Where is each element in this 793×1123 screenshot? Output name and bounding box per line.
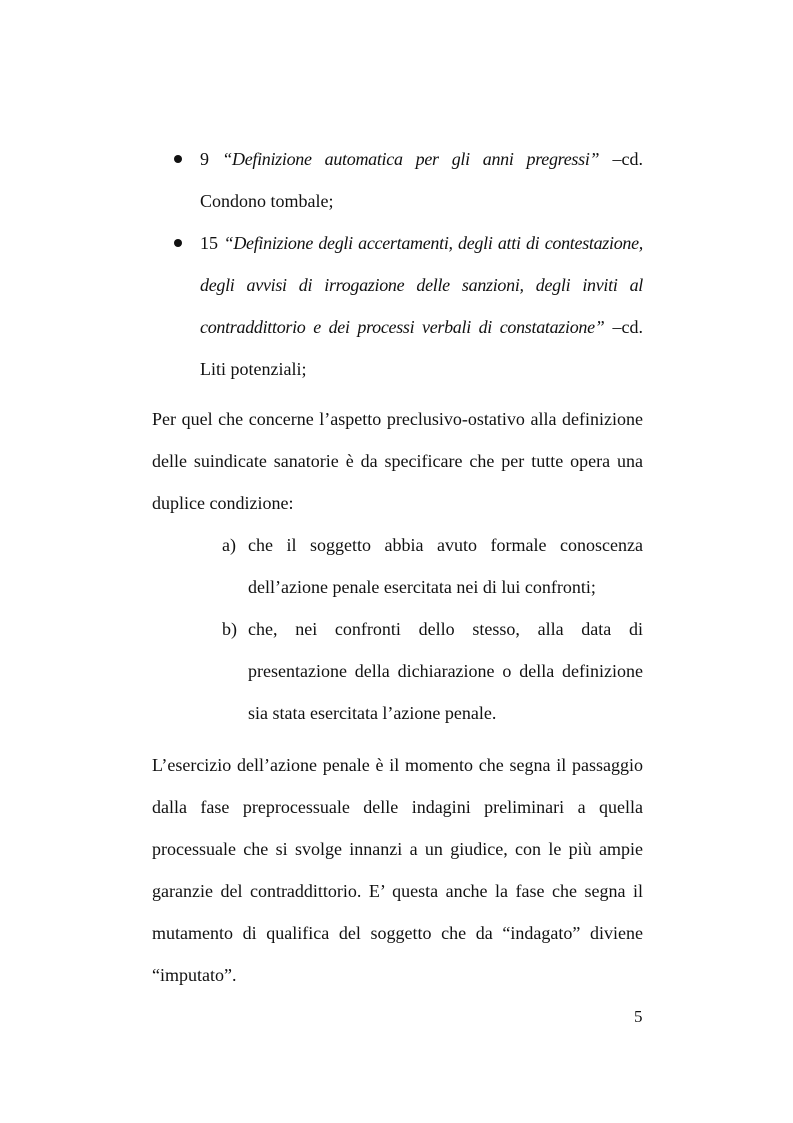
item-number: 15 bbox=[200, 233, 218, 253]
conditions-list bbox=[152, 524, 643, 734]
item-title: “Definizione automatica per gli anni pregressi” bbox=[222, 149, 600, 169]
bullet-dot-icon bbox=[174, 155, 182, 163]
condition-item bbox=[152, 608, 643, 734]
condition-item bbox=[152, 524, 643, 608]
bullet-dot-icon bbox=[174, 239, 182, 247]
condition-letter: b) bbox=[222, 619, 237, 639]
item-suffix: –cd. Liti potenziali; bbox=[200, 317, 643, 379]
list-item bbox=[152, 222, 643, 390]
amnesty-list bbox=[152, 138, 643, 390]
condition-text: che, nei confronti dello stesso, alla data di presentazione della dichiarazione o della definizione sia stata esercitata l’azione penale. bbox=[248, 619, 643, 723]
paragraph-criminal-action: L’esercizio dell’azione penale è il momento che segna il passaggio dalla fase preprocessuale delle indagini preliminari a quella processuale che si svolge innanzi a un giudice, con le più ampie garanzie del contraddittorio. E’ questa anche la fase che segna il mutamento di qualifica del soggetto che da “indagato” diviene “imputato”. bbox=[152, 755, 643, 985]
condition-text: che il soggetto abbia avuto formale conoscenza dell’azione penale esercitata nei di lui confronti; bbox=[248, 535, 643, 597]
item-title: “Definizione degli accertamenti, degli atti di contestazione, degli avvisi di irrogazione delle sanzioni, degli inviti al contraddittorio e dei processi verbali di constatazione” bbox=[200, 233, 643, 337]
paragraph-preclusive: Per quel che concerne l’aspetto preclusivo-ostativo alla definizione delle suindicate sanatorie è da specificare che per tutte opera una duplice condizione: bbox=[152, 409, 643, 513]
page-content bbox=[152, 138, 643, 996]
item-suffix: –cd. Condono tombale; bbox=[200, 149, 644, 211]
page-number: 5 bbox=[634, 1007, 643, 1026]
item-number: 9 bbox=[200, 149, 209, 169]
condition-letter: a) bbox=[222, 535, 236, 555]
list-item bbox=[152, 138, 643, 222]
